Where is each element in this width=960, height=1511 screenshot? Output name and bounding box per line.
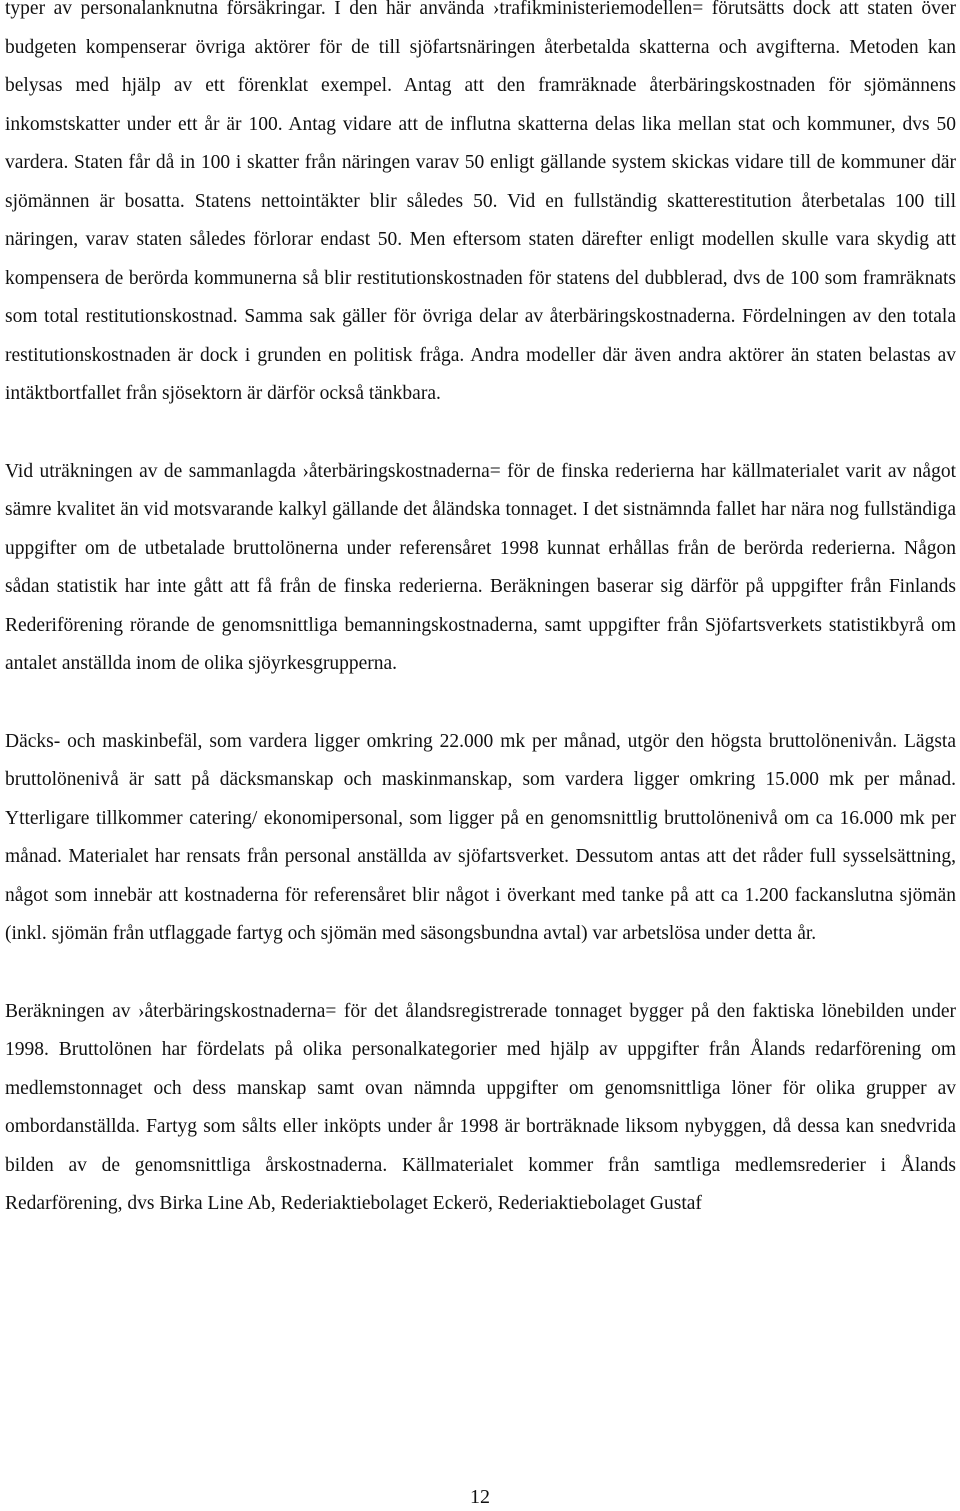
body-paragraph: typer av personalanknutna försäkringar. I den här använda ›trafikministeriemodellen= förutsätts dock att staten över budgeten kompenserar övriga aktörer för de till sjöfartsnäringen återbetalda skatterna och avgifterna. Metoden kan belysas med hjälp av ett förenklat exempel. Antag att den framräknade återbäringskostnaden för sjömännens inkomstskatter under ett år är 100. Antag vidare att de influtna skatterna delas lika mellan stat och kommuner, dvs 50 vardera. Staten får då in 100 i skatter från näringen varav 50 enligt gällande system skickas vidare till de kommuner där sjömännen är bosatta. Statens nettointäkter blir således 50. Vid en fullständig skatterestitution återbetalas 100 till näringen, varav staten således förlorar endast 50. Men eftersom staten därefter enligt modellen skulle vara skydig att kompensera de berörda kommunerna så blir restitutionskostnaden för statens del dubblerad, dvs de 100 som framräknats som total restitutionskostnad. Samma sak gäller för övriga delar av återbäringskostnaderna. Fördelningen av den totala restitutionskostnaden är dock i grunden en politisk fråga. Andra modeller där även andra aktörer än staten belastas av intäktbortfallet från sjösektorn är därför också tänkbara. [5,0,956,404]
body-paragraph: Beräkningen av ›återbäringskostnaderna= för det ålandsregistrerade tonnaget bygger på den faktiska lönebilden under 1998. Bruttolönen har fördelats på olika personalkategorier med hjälp av uppgifter från Ålands redarförening om medlemstonnaget och dess manskap samt ovan nämnda uppgifter om genomsnittliga löner för olika grupper av ombordanställda. Fartyg som sålts eller inköpts under år 1998 är borträknade liksom nybyggen, då dessa kan snedvrida bilden av de genomsnittliga årskostnaderna. Källmaterialet kommer från samtliga medlemsrederier i Ålands Redarförening, dvs Birka Line Ab, Rederiaktiebolaget Eckerö, Rederiaktiebolaget Gustaf [5,1000,956,1214]
page-number: 12 [470,1486,490,1508]
document-page [5,0,956,1224]
body-paragraph: Däcks- och maskinbefäl, som vardera ligger omkring 22.000 mk per månad, utgör den högsta bruttolönenivån. Lägsta bruttolönenivå är satt på däcksmanskap och maskinmanskap, som vardera ligger omkring 15.000 mk per månad. Ytterligare tillkommer catering/ ekonomipersonal, som ligger på en genomsnittlig bruttolönenivå om ca 16.000 mk per månad. Materialet har rensats från personal anställda av sjöfartsverket. Dessutom antas att det råder full sysselsättning, något som innebär att kostnaderna för referensåret blir något i överkant med tanke på att ca 1.200 fackanslutna sjömän (inkl. sjömän från utflaggade fartyg och sjömän med säsongsbundna avtal) var arbetslösa under detta år. [5,730,956,944]
body-paragraph: Vid uträkningen av de sammanlagda ›återbäringskostnaderna= för de finska rederierna har källmaterialet varit av något sämre kvalitet än vid motsvarande kalkyl gällande det åländska tonnaget. I det sistnämnda fallet har nära nog fullständiga uppgifter om de utbetalade bruttolönerna under referensåret 1998 kunnat erhållas från de berörda rederierna. Någon sådan statistik har inte gått att få från de finska rederierna. Beräkningen baserar sig därför på uppgifter från Finlands Rederiförening rörande de genomsnittliga bemanningskostnaderna, samt uppgifter från Sjöfartsverkets statistikbyrå om antalet anställda inom de olika sjöyrkesgrupperna. [5,460,956,674]
